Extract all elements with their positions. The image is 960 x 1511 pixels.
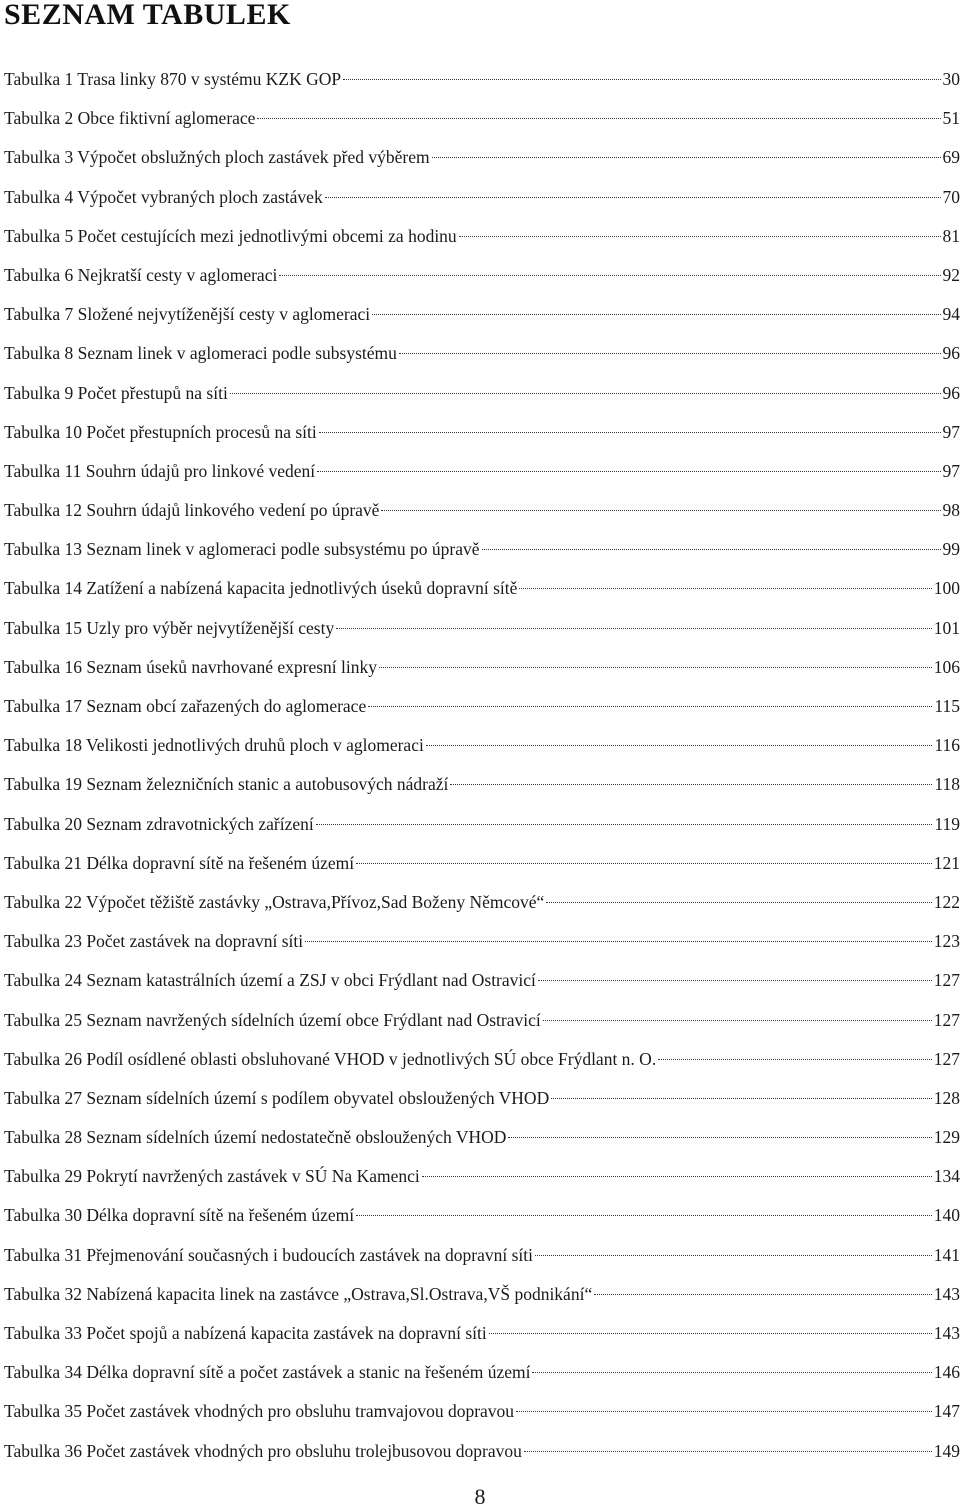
toc-entry-title: Tabulka 9 Počet přestupů na síti bbox=[4, 382, 228, 403]
toc-entry-page: 81 bbox=[942, 225, 960, 246]
dot-leader bbox=[519, 588, 931, 589]
toc-entry-title: Tabulka 22 Výpočet těžiště zastávky „Ostrava,Přívoz,Sad Boženy Němcové“ bbox=[4, 891, 545, 912]
dot-leader bbox=[516, 1411, 932, 1412]
toc-entry-title: Tabulka 28 Seznam sídelních území nedostatečně obsloužených VHOD bbox=[4, 1127, 507, 1148]
toc-entry[interactable] bbox=[4, 178, 960, 217]
toc-entry[interactable] bbox=[4, 922, 960, 961]
toc-entry-page: 99 bbox=[942, 539, 960, 560]
toc-entry[interactable] bbox=[4, 1196, 960, 1235]
toc-entry[interactable] bbox=[4, 1392, 960, 1431]
toc-entry-page: 100 bbox=[933, 578, 960, 599]
toc-entry[interactable] bbox=[4, 1040, 960, 1079]
toc-entry-title: Tabulka 8 Seznam linek v aglomeraci podle subsystému bbox=[4, 343, 397, 364]
toc-entry-page: 122 bbox=[933, 891, 960, 912]
toc-entry-title: Tabulka 7 Složené nejvytíženější cesty v aglomeraci bbox=[4, 304, 371, 325]
toc-entry[interactable] bbox=[4, 530, 960, 569]
toc-entry[interactable] bbox=[4, 609, 960, 648]
toc-entry-title: Tabulka 1 Trasa linky 870 v systému KZK GOP bbox=[4, 69, 342, 89]
toc-entry[interactable] bbox=[4, 726, 960, 765]
toc-entry-page: 134 bbox=[933, 1166, 960, 1187]
dot-leader bbox=[426, 745, 933, 746]
dot-leader bbox=[230, 393, 941, 394]
dot-leader bbox=[432, 157, 941, 158]
toc-entry-page: 127 bbox=[933, 1048, 960, 1069]
toc-entry[interactable] bbox=[4, 648, 960, 687]
toc-entry[interactable] bbox=[4, 60, 960, 99]
toc-entry-page: 141 bbox=[933, 1244, 960, 1265]
page-title: SEZNAM TABULEK bbox=[4, 0, 291, 31]
toc-entry-title: Tabulka 6 Nejkratší cesty v aglomeraci bbox=[4, 264, 278, 285]
toc-entry-page: 143 bbox=[933, 1323, 960, 1343]
dot-leader bbox=[508, 1137, 931, 1138]
dot-leader bbox=[551, 1098, 932, 1099]
toc-entry-page: 98 bbox=[942, 500, 960, 521]
dot-leader bbox=[543, 1020, 932, 1021]
toc-entry-title: Tabulka 30 Délka dopravní sítě na řešeném území bbox=[4, 1205, 355, 1226]
dot-leader bbox=[532, 1372, 931, 1373]
toc-entry-page: 51 bbox=[942, 108, 960, 129]
dot-leader bbox=[305, 941, 932, 942]
toc-entry[interactable] bbox=[4, 1314, 960, 1353]
toc-entry[interactable] bbox=[4, 883, 960, 922]
toc-entry[interactable] bbox=[4, 1432, 960, 1471]
toc-entry-title: Tabulka 35 Počet zastávek vhodných pro obsluhu tramvajovou dopravou bbox=[4, 1401, 515, 1422]
toc-entry-page: 96 bbox=[942, 343, 960, 364]
toc-entry-page: 129 bbox=[933, 1127, 960, 1148]
toc-entry-page: 127 bbox=[933, 1009, 960, 1030]
dot-leader bbox=[381, 510, 940, 511]
dot-leader bbox=[535, 1255, 932, 1256]
toc-entry[interactable] bbox=[4, 413, 960, 452]
toc-entry-title: Tabulka 20 Seznam zdravotnických zařízení bbox=[4, 813, 314, 834]
toc-entry-title: Tabulka 26 Podíl osídlené oblasti obsluhované VHOD v jednotlivých SÚ obce Frýdlant n. O. bbox=[4, 1048, 657, 1069]
toc-entry[interactable] bbox=[4, 1157, 960, 1196]
toc-entry-page: 106 bbox=[933, 656, 960, 677]
toc-entry-title: Tabulka 16 Seznam úseků navrhované expresní linky bbox=[4, 656, 377, 677]
toc-entry-page: 97 bbox=[942, 460, 960, 481]
toc-entry-title: Tabulka 4 Výpočet vybraných ploch zastávek bbox=[4, 186, 323, 207]
toc-entry[interactable] bbox=[4, 491, 960, 530]
dot-leader bbox=[489, 1333, 932, 1334]
toc-entry-page: 147 bbox=[933, 1401, 960, 1422]
toc-entry-page: 92 bbox=[942, 264, 960, 285]
toc-entry-title: Tabulka 31 Přejmenování současných i budoucích zastávek na dopravní síti bbox=[4, 1244, 533, 1265]
dot-leader bbox=[317, 471, 940, 472]
toc-entry-page: 70 bbox=[942, 186, 960, 207]
toc-entry-page: 101 bbox=[933, 617, 960, 638]
toc-entry[interactable] bbox=[4, 217, 960, 256]
toc-entry-title: Tabulka 14 Zatížení a nabízená kapacita jednotlivých úseků dopravní sítě bbox=[4, 578, 518, 599]
toc-entry-page: 127 bbox=[933, 970, 960, 991]
toc-entry-title: Tabulka 27 Seznam sídelních území s podílem obyvatel obsloužených VHOD bbox=[4, 1087, 550, 1108]
dot-leader bbox=[257, 118, 940, 119]
toc-entry[interactable] bbox=[4, 805, 960, 844]
toc-entry[interactable] bbox=[4, 1079, 960, 1118]
toc-entry-page: 69 bbox=[942, 147, 960, 168]
dot-leader bbox=[546, 902, 931, 903]
toc-entry-title: Tabulka 23 Počet zastávek na dopravní síti bbox=[4, 931, 304, 952]
toc-entry[interactable] bbox=[4, 687, 960, 726]
toc-entry-page: 30 bbox=[942, 69, 960, 89]
toc-entry-page: 143 bbox=[933, 1283, 960, 1304]
toc-entry-page: 119 bbox=[934, 813, 960, 834]
toc-entry[interactable] bbox=[4, 374, 960, 413]
toc-entry[interactable] bbox=[4, 961, 960, 1000]
toc-entry-page: 121 bbox=[933, 852, 960, 873]
toc-entry-page: 118 bbox=[934, 774, 960, 795]
toc-entry-title: Tabulka 17 Seznam obcí zařazených do aglomerace bbox=[4, 696, 367, 716]
toc-entry-title: Tabulka 13 Seznam linek v aglomeraci podle subsystému po úpravě bbox=[4, 539, 480, 560]
dot-leader bbox=[399, 353, 941, 354]
toc-entry-page: 140 bbox=[933, 1205, 960, 1226]
dot-leader bbox=[319, 432, 941, 433]
dot-leader bbox=[356, 863, 932, 864]
dot-leader bbox=[450, 784, 932, 785]
toc-entry[interactable] bbox=[4, 256, 960, 295]
toc-entry-title: Tabulka 2 Obce fiktivní aglomerace bbox=[4, 108, 256, 129]
dot-leader bbox=[356, 1215, 932, 1216]
toc-entry[interactable] bbox=[4, 1353, 960, 1392]
toc-entry-title: Tabulka 32 Nabízená kapacita linek na zastávce „Ostrava,Sl.Ostrava,VŠ podnikání“ bbox=[4, 1283, 593, 1304]
toc-entry-title: Tabulka 33 Počet spojů a nabízená kapacita zastávek na dopravní síti bbox=[4, 1323, 487, 1343]
toc-entry-title: Tabulka 12 Souhrn údajů linkového vedení po úpravě bbox=[4, 500, 380, 521]
table-of-contents-list bbox=[4, 60, 960, 1471]
toc-entry[interactable] bbox=[4, 1275, 960, 1314]
toc-entry[interactable] bbox=[4, 334, 960, 373]
toc-entry-title: Tabulka 18 Velikosti jednotlivých druhů ploch v aglomeraci bbox=[4, 735, 424, 756]
dot-leader bbox=[538, 980, 932, 981]
toc-entry-page: 94 bbox=[942, 304, 960, 325]
dot-leader bbox=[325, 197, 941, 198]
toc-entry-page: 115 bbox=[934, 696, 960, 716]
dot-leader bbox=[524, 1451, 932, 1452]
toc-entry-title: Tabulka 10 Počet přestupních procesů na síti bbox=[4, 421, 317, 442]
toc-entry[interactable] bbox=[4, 1001, 960, 1040]
toc-entry-page: 146 bbox=[933, 1362, 960, 1383]
toc-entry[interactable] bbox=[4, 99, 960, 138]
toc-entry-title: Tabulka 24 Seznam katastrálních území a ZSJ v obci Frýdlant nad Ostravicí bbox=[4, 970, 536, 991]
dot-leader bbox=[279, 275, 940, 276]
toc-entry-title: Tabulka 11 Souhrn údajů pro linkové vedení bbox=[4, 460, 316, 481]
toc-entry-page: 123 bbox=[933, 931, 960, 952]
toc-entry-title: Tabulka 21 Délka dopravní sítě na řešeném území bbox=[4, 852, 355, 873]
dot-leader bbox=[658, 1059, 932, 1060]
toc-entry-page: 149 bbox=[933, 1440, 960, 1461]
toc-entry[interactable] bbox=[4, 765, 960, 804]
toc-entry-title: Tabulka 34 Délka dopravní sítě a počet zastávek a stanic na řešeném území bbox=[4, 1362, 531, 1383]
toc-entry-title: Tabulka 25 Seznam navržených sídelních území obce Frýdlant nad Ostravicí bbox=[4, 1009, 541, 1030]
dot-leader bbox=[336, 628, 932, 629]
toc-entry-page: 128 bbox=[933, 1087, 960, 1108]
dot-leader bbox=[368, 706, 932, 707]
toc-entry-title: Tabulka 29 Pokrytí navržených zastávek v SÚ Na Kamenci bbox=[4, 1166, 420, 1187]
toc-entry-title: Tabulka 15 Uzly pro výběr nejvytíženější cesty bbox=[4, 617, 335, 638]
dot-leader bbox=[482, 549, 941, 550]
toc-entry[interactable] bbox=[4, 452, 960, 491]
dot-leader bbox=[459, 236, 941, 237]
toc-entry-page: 97 bbox=[942, 421, 960, 442]
page-number: 8 bbox=[474, 1484, 486, 1509]
toc-entry-title: Tabulka 36 Počet zastávek vhodných pro obsluhu trolejbusovou dopravou bbox=[4, 1440, 522, 1461]
toc-entry[interactable] bbox=[4, 138, 960, 177]
dot-leader bbox=[316, 824, 933, 825]
toc-entry[interactable] bbox=[4, 295, 960, 334]
toc-entry[interactable] bbox=[4, 844, 960, 883]
dot-leader bbox=[372, 314, 940, 315]
dot-leader bbox=[343, 79, 940, 80]
toc-entry-title: Tabulka 5 Počet cestujících mezi jednotlivými obcemi za hodinu bbox=[4, 225, 457, 246]
toc-entry[interactable] bbox=[4, 1118, 960, 1157]
dot-leader bbox=[594, 1294, 932, 1295]
toc-entry[interactable] bbox=[4, 1236, 960, 1275]
dot-leader bbox=[422, 1176, 932, 1177]
toc-entry-title: Tabulka 19 Seznam železničních stanic a autobusových nádraží bbox=[4, 774, 449, 795]
toc-entry-page: 116 bbox=[934, 735, 960, 756]
toc-entry[interactable] bbox=[4, 569, 960, 608]
toc-entry-title: Tabulka 3 Výpočet obslužných ploch zastávek před výběrem bbox=[4, 147, 430, 168]
toc-entry-page: 96 bbox=[942, 382, 960, 403]
dot-leader bbox=[379, 667, 932, 668]
